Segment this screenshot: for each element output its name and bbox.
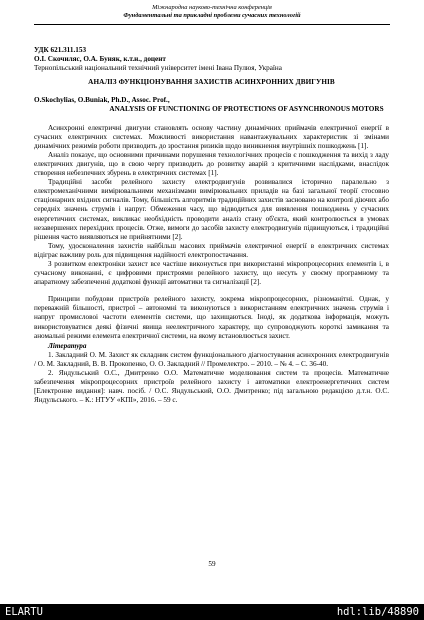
header-divider [34,24,390,25]
article-text [34,124,389,341]
reference-item: 2. Яндульський О.С., Дмитренко О.О. Математичне моделювання систем та процесів. Математичне забезпечення мікропроцесорних пристроїв релейного захисту і автоматики електроенергетичних систем [Електронне видання]: навч. посіб. / О.С. Яндульський, О.О. Дмитренко; під загальною редакцією д.т.н. О.С. Яндульського. – К.: НТУУ «КПІ», 2016. – 59 с. [34,369,389,405]
paragraph: Принципи побудови пристроїв релейного захисту, зокрема мікропроцесорних, різноманітні. Однак, у переважній більшості, пристрої – автономні та виконуються з використанням електричних значень струмів і напруг промисловоі частоти елементів системи, що захищаються. Іноді, як додаткова інформація, можуть використовуватися деякі фізичні явища неелектричного характеру, що супроводжують короткі замикання та аномальні режими елемента електричної системи, на якому встановлюється захист. [34,295,389,340]
udk-code: УДК 621.311.153 [34,46,87,54]
repository-label: ELARTU [5,606,43,618]
viewer-footer-bar [0,604,424,620]
page-number: 59 [208,560,216,568]
paragraph: Асинхронні електричні двигуни становлять основу частину динамічних приймачів електричної енергії в сучасних електричних системах. Можливості використання навантажувальних характеристик зі змінами динамічних режимів роботи призводить до зростання ризиків щодо виникнення внутрішніх пошкоджень [1]. [34,123,389,150]
title-ukrainian: АНАЛІЗ ФУНКЦІОНУВАННЯ ЗАХИСТІВ АСИНХРОННИХ ДВИГУНІВ [88,78,335,87]
paragraph: Традиційні засоби релейного захисту електродвигунів розвивалися історично паралельно з електромеханічними вимірювальними механізмами вимірювальних приладів на базі загальної теорії стосовно стаціонарних вхідних сигналів. Тому, більшість алгоритмів традиційних захистів засновано на контролі діючих або середніх значень струмів і напруг. Обмеження часу, що відводиться для виявлення пошкоджень у сучасних енергетичних системах, викликає необхідність проводити аналіз стану об'єкта, який контролюється в умовах незавершених перехідних процесів. Отже, вимоги до засобів захисту електродвигунів підвищуються, і традиційні рішення часто виявляються не прийнятними [2]. [34,178,389,241]
authors-english: O.Skochylias, O.Buniak, Ph.D., Assoc. Prof., [34,96,170,105]
paragraph: З розвитком електроніки захист все частіше виконується при використанні мікропроцесорних елементів і, в сучасному виконанні, є цифровими пристроями релейного захисту, що несуть у своєму програмному та апаратному забезпеченні додаткові функції автоматики та сигналізації [2]. [34,259,389,287]
title-english: ANALYSIS OF FUNCTIONING OF PROTECTIONS OF ASYNCHRONOUS MOTORS [109,105,384,114]
paragraph: Тому, удосконалення захистів найбільш масових приймачів електричної енергії в електричних системах відіграє важливу роль для підвищення надійності електропостачання. [34,241,389,259]
handle-id: hdl:lib/48890 [336,606,419,618]
affiliation: Тернопільський національний технічний університет імені Івана Пулюя, Україна [34,64,282,73]
conference-name: Міжнародна науково-технічна конференція [152,4,272,11]
reference-list [34,351,389,406]
conference-title: Фундаментальні та прикладні проблеми сучасних технологій [123,12,301,19]
reference-item: 1. Закладний О. М. Захист як складник систем функціонального діагностування асинхронних електродвигунів / О. М. Закладний, В. В. Прокопенко, О. О. Закладний // Промелектро. – 2010. – № 4. – С. 36-40. [34,350,389,368]
article-body [34,46,389,405]
running-header [34,4,390,20]
authors-ukrainian: О.І. Скочиляс, О.А. Буняк, к.т.н., доцент [34,55,166,64]
literature-heading: Література [48,341,87,350]
paragraph: Аналіз показує, що основними причинами порушення технологічних процесів є пошкодження та вихід з ладу електричних двигунів, що в свою чергу призводить до розвитку аварій з критичними наслідками, внаслідок створення небезпечних збурень в електричних системах [1]. [34,150,389,178]
